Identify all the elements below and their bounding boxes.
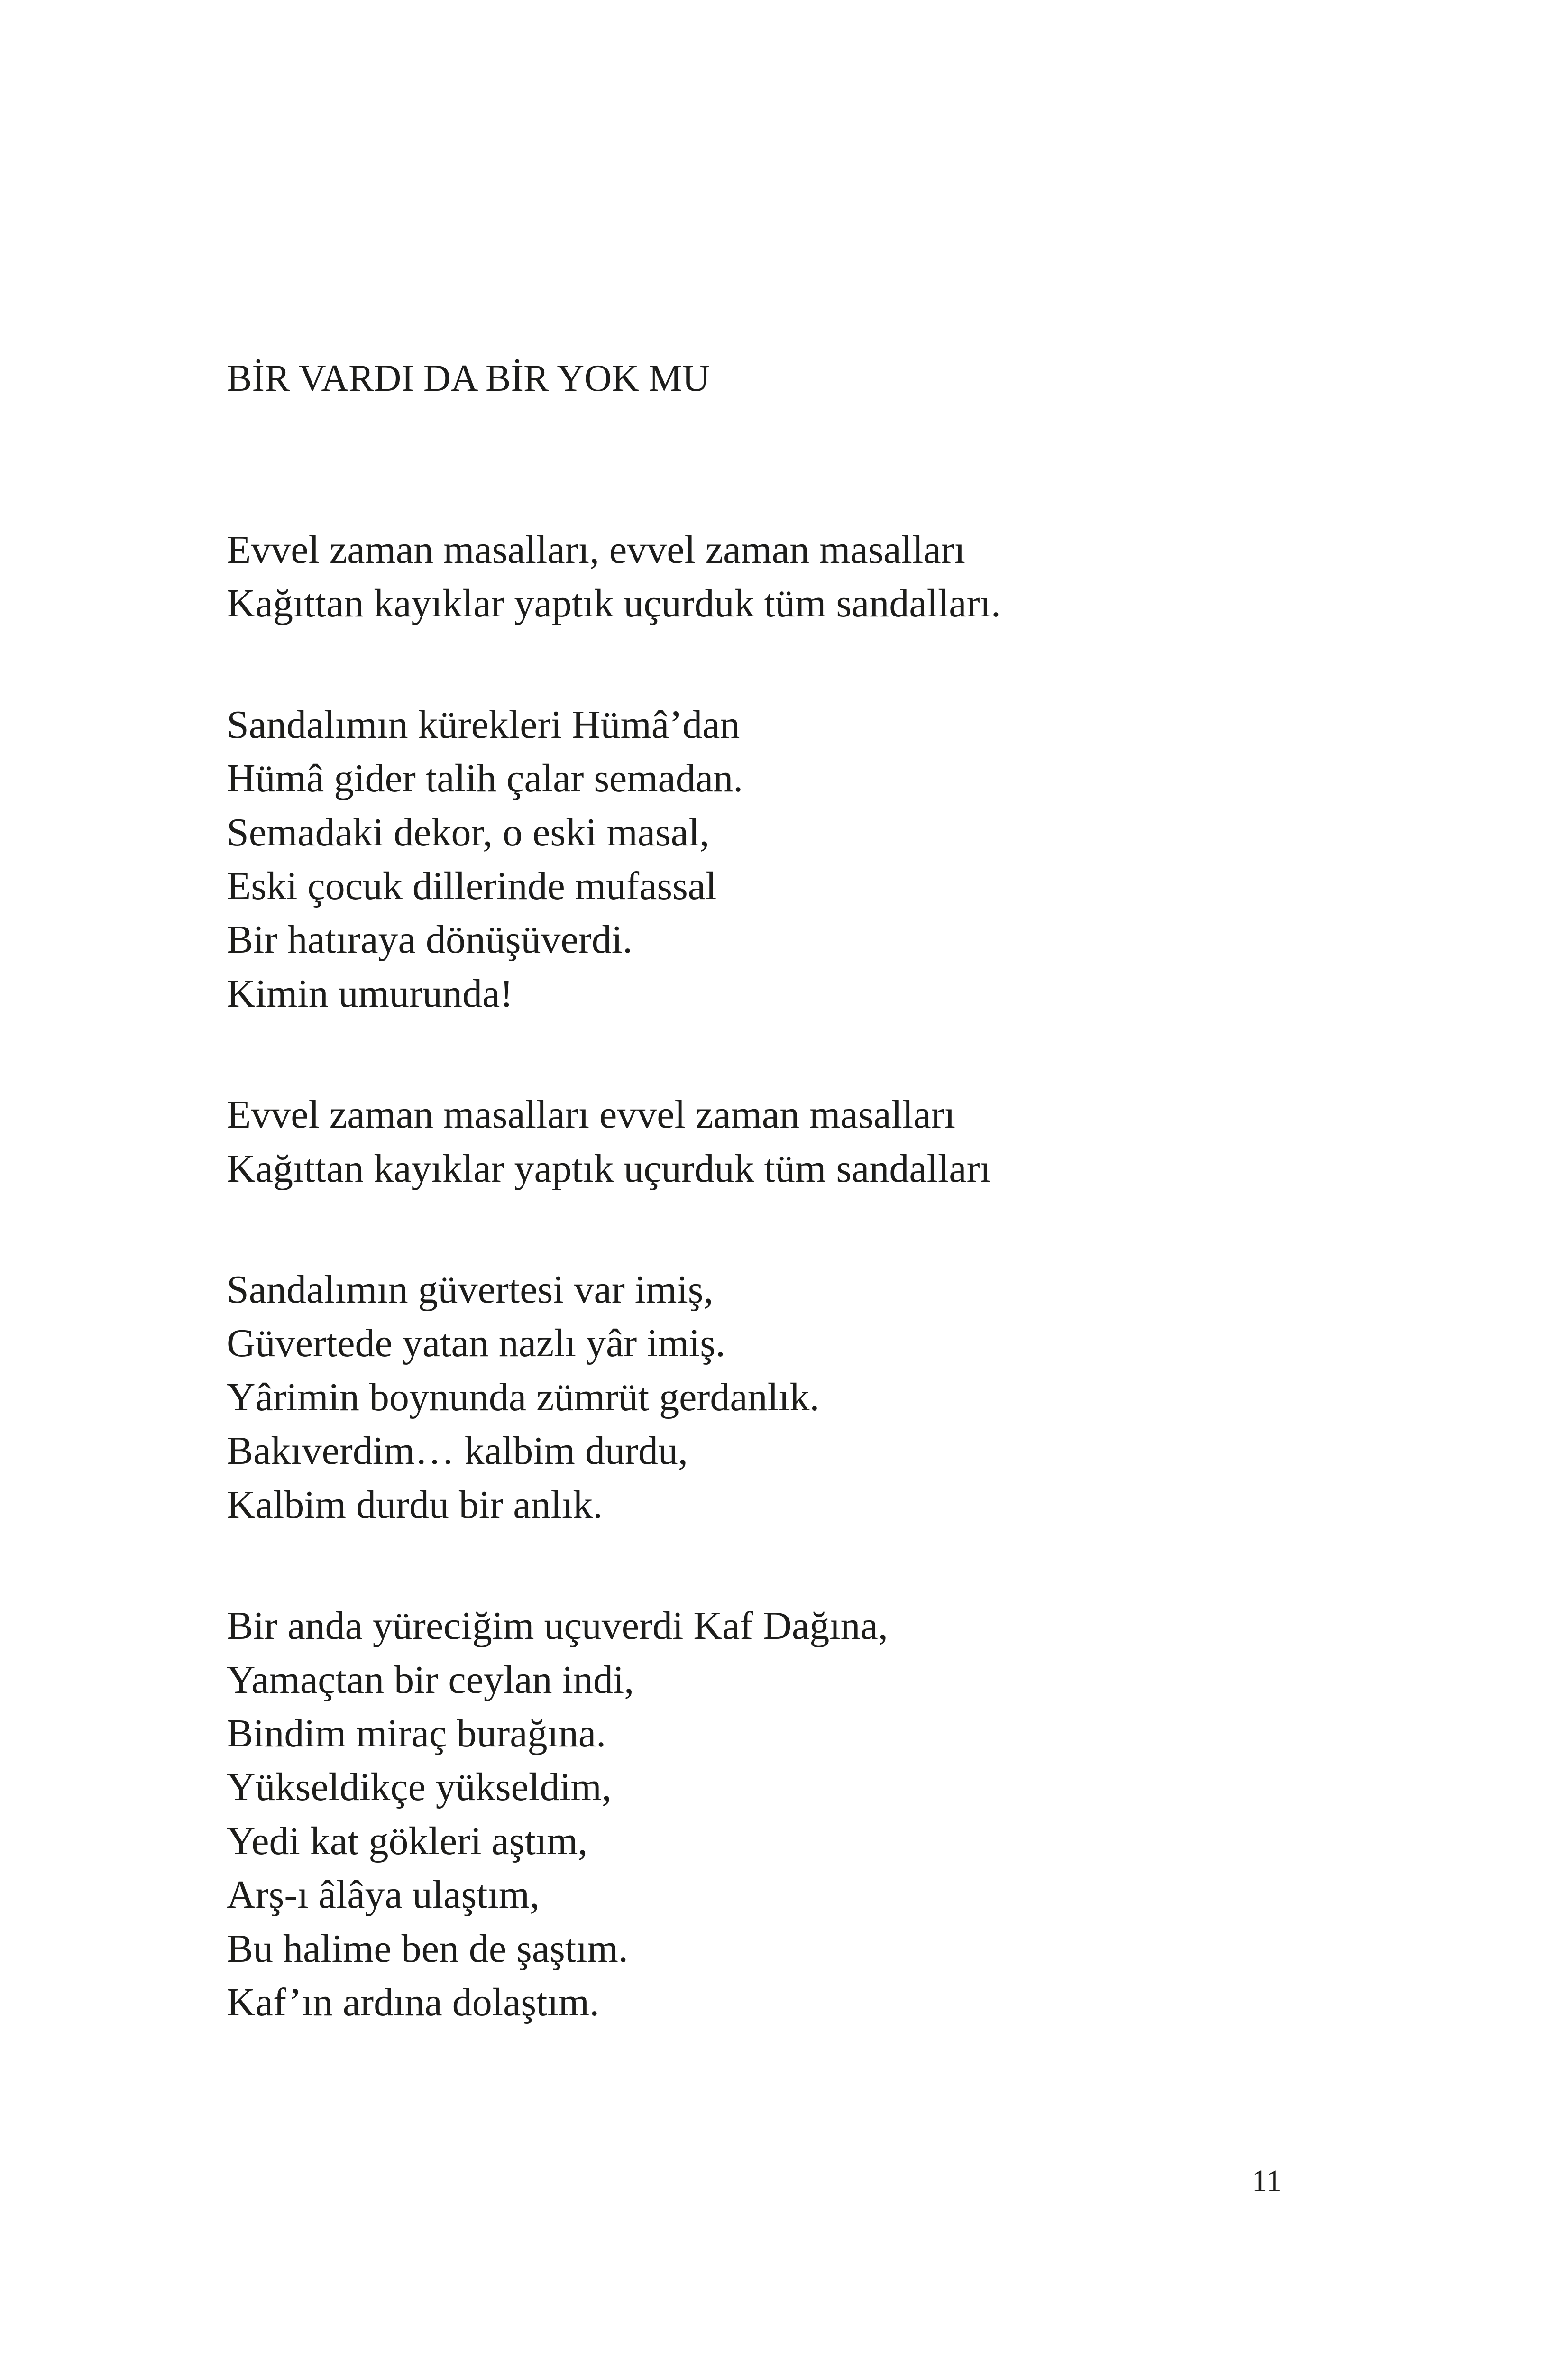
stanza-3	[227, 1088, 1365, 1195]
poem-line: Bir hatıraya dönüşüverdi.	[227, 918, 633, 962]
poem-line: Semadaki dekor, o eski masal,	[227, 810, 710, 855]
poem-line: Bindim miraç burağına.	[227, 1711, 606, 1755]
poem-line: Bir anda yüreciğim uçuverdi Kaf Dağına,	[227, 1604, 888, 1648]
stanza-2	[227, 698, 1365, 1020]
poem-line: Yârimin boynunda zümrüt gerdanlık.	[227, 1375, 820, 1419]
poem-line: Kalbim durdu bir anlık.	[227, 1482, 603, 1527]
poem-line: Kağıttan kayıklar yaptık uçurduk tüm sandalları	[227, 1146, 991, 1191]
poem-line: Eski çocuk dillerinde mufassal	[227, 864, 717, 909]
poem-line: Bakıverdim… kalbim durdu,	[227, 1429, 688, 1473]
poem-title: BİR VARDI DA BİR YOK MU	[227, 358, 710, 399]
poem-line: Yedi kat gökleri aştım,	[227, 1819, 588, 1863]
poem-line: Sandalımın kürekleri Hümâ’dan	[227, 702, 740, 747]
poem-line: Arş-ı âlâya ulaştım,	[227, 1873, 540, 1917]
poem-line: Kimin umurunda!	[227, 971, 513, 1016]
poem-line: Evvel zaman masalları evvel zaman masalları	[227, 1093, 955, 1137]
poem-body	[227, 523, 1365, 2096]
poem-line: Yükseldikçe yükseldim,	[227, 1765, 612, 1810]
poem-line: Kaf’ın ardına dolaştım.	[227, 1980, 600, 2024]
stanza-4	[227, 1263, 1365, 1532]
poem-line: Yamaçtan bir ceylan indi,	[227, 1657, 634, 1702]
poem-line: Bu halime ben de şaştım.	[227, 1926, 628, 1971]
stanza-1	[227, 523, 1365, 631]
stanza-5	[227, 1599, 1365, 2029]
poem-line: Evvel zaman masalları, evvel zaman masalları	[227, 528, 965, 572]
poem-line: Kağıttan kayıklar yaptık uçurduk tüm sandalları.	[227, 581, 1001, 626]
poem-line: Hümâ gider talih çalar semadan.	[227, 756, 743, 801]
page-number: 11	[1252, 2164, 1282, 2198]
poem-line: Sandalımın güvertesi var imiş,	[227, 1268, 714, 1312]
poem-line: Güvertede yatan nazlı yâr imiş.	[227, 1321, 725, 1366]
